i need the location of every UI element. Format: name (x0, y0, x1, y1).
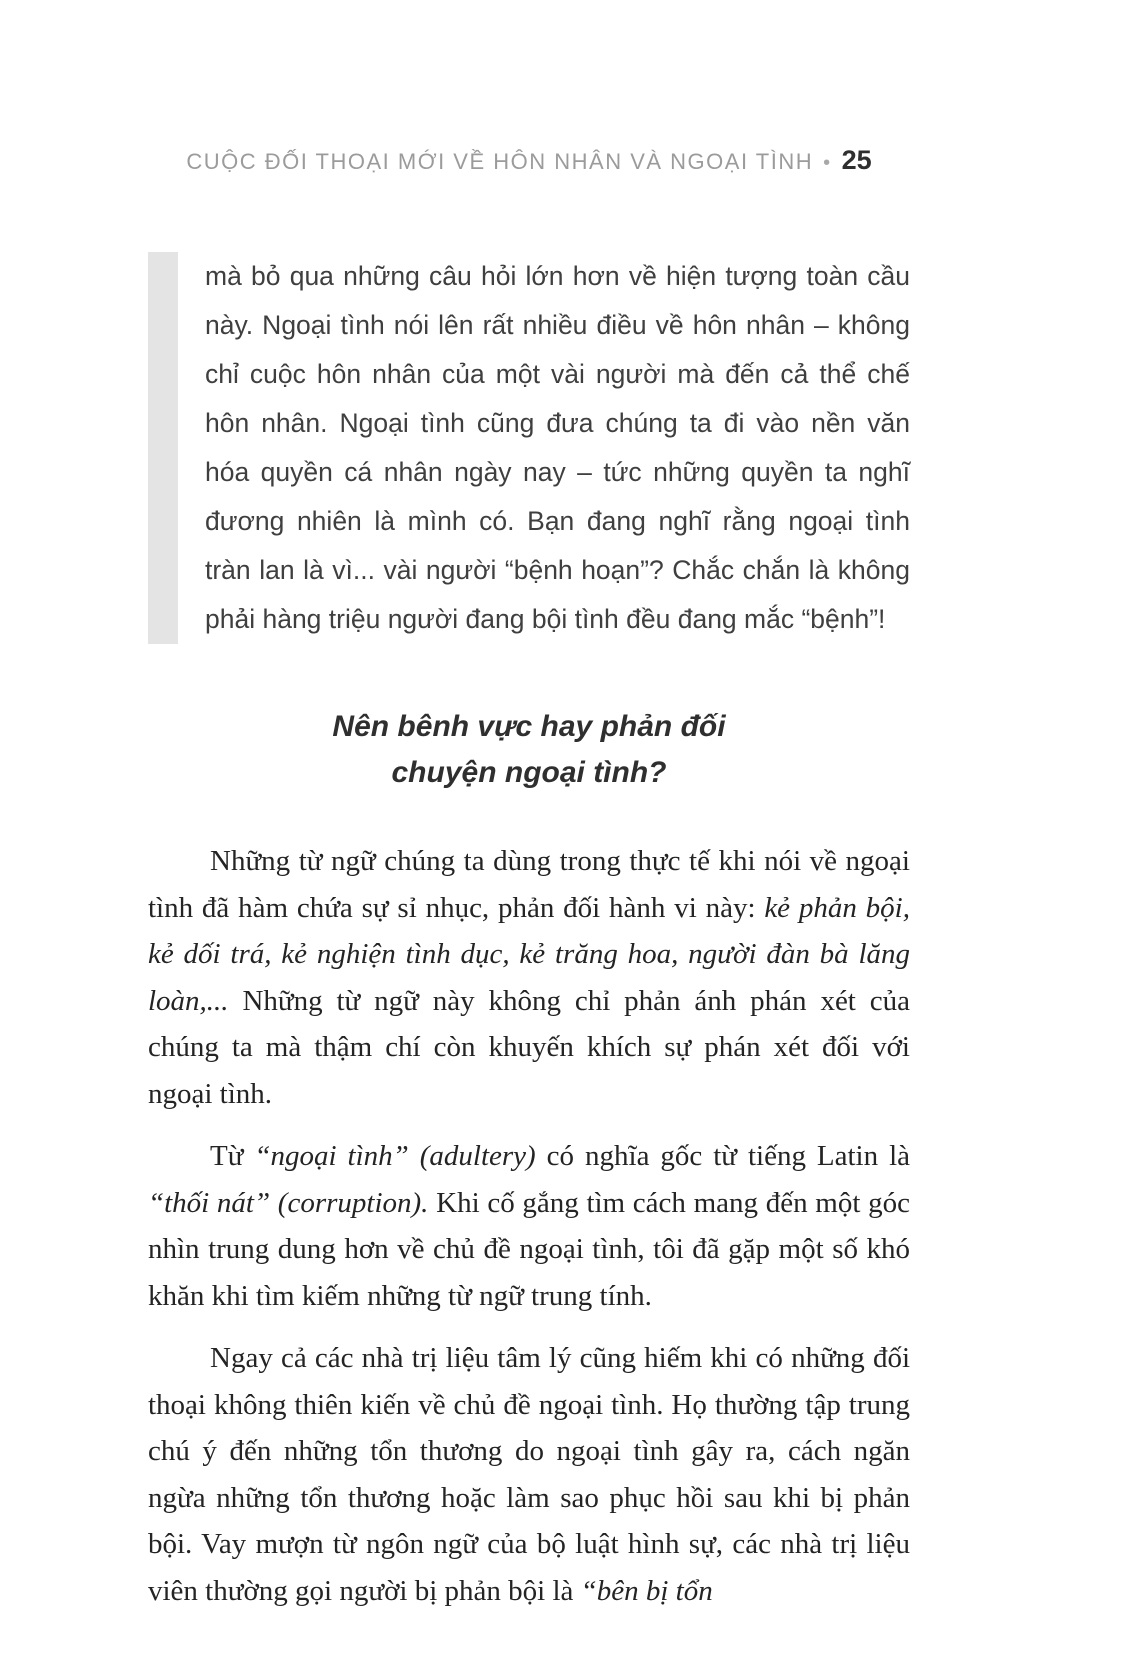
paragraph-run: có nghĩa gốc từ tiếng Latin là (535, 1140, 911, 1172)
paragraph-list (148, 838, 910, 1614)
quote-text: mà bỏ qua những câu hỏi lớn hơn về hiện tượng toàn cầu này. Ngoại tình nói lên rất nhiều điều về hôn nhân – không chỉ cuộc hôn nhân của một vài người mà đến cả thể chế hôn nhân. Ngoại tình cũng đưa chúng ta đi vào nền văn hóa quyền cá nhân ngày nay – tức những quyền ta nghĩ đương nhiên là mình có. Bạn đang nghĩ rằng ngoại tình tràn lan là vì... vài người “bệnh hoạn”? Chắc chắn là không phải hàng triệu người đang bội tình đều đang mắc “bệnh”! (205, 261, 910, 634)
paragraph-run: Những từ ngữ chúng ta dùng trong thực tế khi nói về ngoại tình đã hàm chứa sự sỉ nhục, phản đối hành vi này: (148, 845, 910, 924)
paragraph-run-italic: kẻ phản bội, kẻ dối trá, kẻ nghiện tình dục, kẻ trăng hoa, người đàn bà lăng loàn,... (148, 891, 910, 1017)
paragraph-run: Những từ ngữ này không chỉ phản ánh phán xét của chúng ta mà thậm chí còn khuyến khích sự phán xét đối với ngoại tình. (148, 984, 910, 1110)
section-heading (148, 704, 910, 796)
paragraph-run: Khi cố gắng tìm cách mang đến một góc nhìn trung dung hơn về chủ đề ngoại tình, tôi đã gặp một số khó khăn khi tìm kiếm những từ ngữ trung tính. (148, 1186, 910, 1312)
body-paragraph (148, 838, 910, 1117)
section-heading-line2: chuyện ngoại tình? (391, 756, 667, 789)
paragraph-run-italic: “bên bị tổn (580, 1574, 713, 1607)
page-header (148, 145, 910, 176)
paragraph-run-italic: “thối nát” (corruption). (148, 1186, 429, 1219)
header-separator: • (823, 152, 832, 174)
page-number: 25 (841, 145, 872, 175)
running-header-title: CUỘC ĐỐI THOẠI MỚI VỀ HÔN NHÂN VÀ NGOẠI TÌNH (186, 149, 814, 174)
blockquote (148, 252, 910, 644)
paragraph-run: Ngay cả các nhà trị liệu tâm lý cũng hiếm khi có những đối thoại không thiên kiến về chủ đề ngoại tình. Họ thường tập trung chú ý đến những tổn thương do ngoại tình gây ra, cách ngăn ngừa những tổn thương hoặc làm sao phục hồi sau khi bị phản bội. Vay mượn từ ngôn ngữ của bộ luật hình sự, các nhà trị liệu viên thường gọi người bị phản bội là (148, 1342, 910, 1607)
body-paragraph (148, 1133, 910, 1319)
paragraph-run: Từ (210, 1140, 255, 1172)
body-paragraph (148, 1335, 910, 1614)
paragraph-run-italic: “ngoại tình” (adultery) (254, 1140, 536, 1172)
quote-bar (148, 252, 178, 644)
section-heading-line1: Nên bênh vực hay phản đối (332, 710, 726, 743)
